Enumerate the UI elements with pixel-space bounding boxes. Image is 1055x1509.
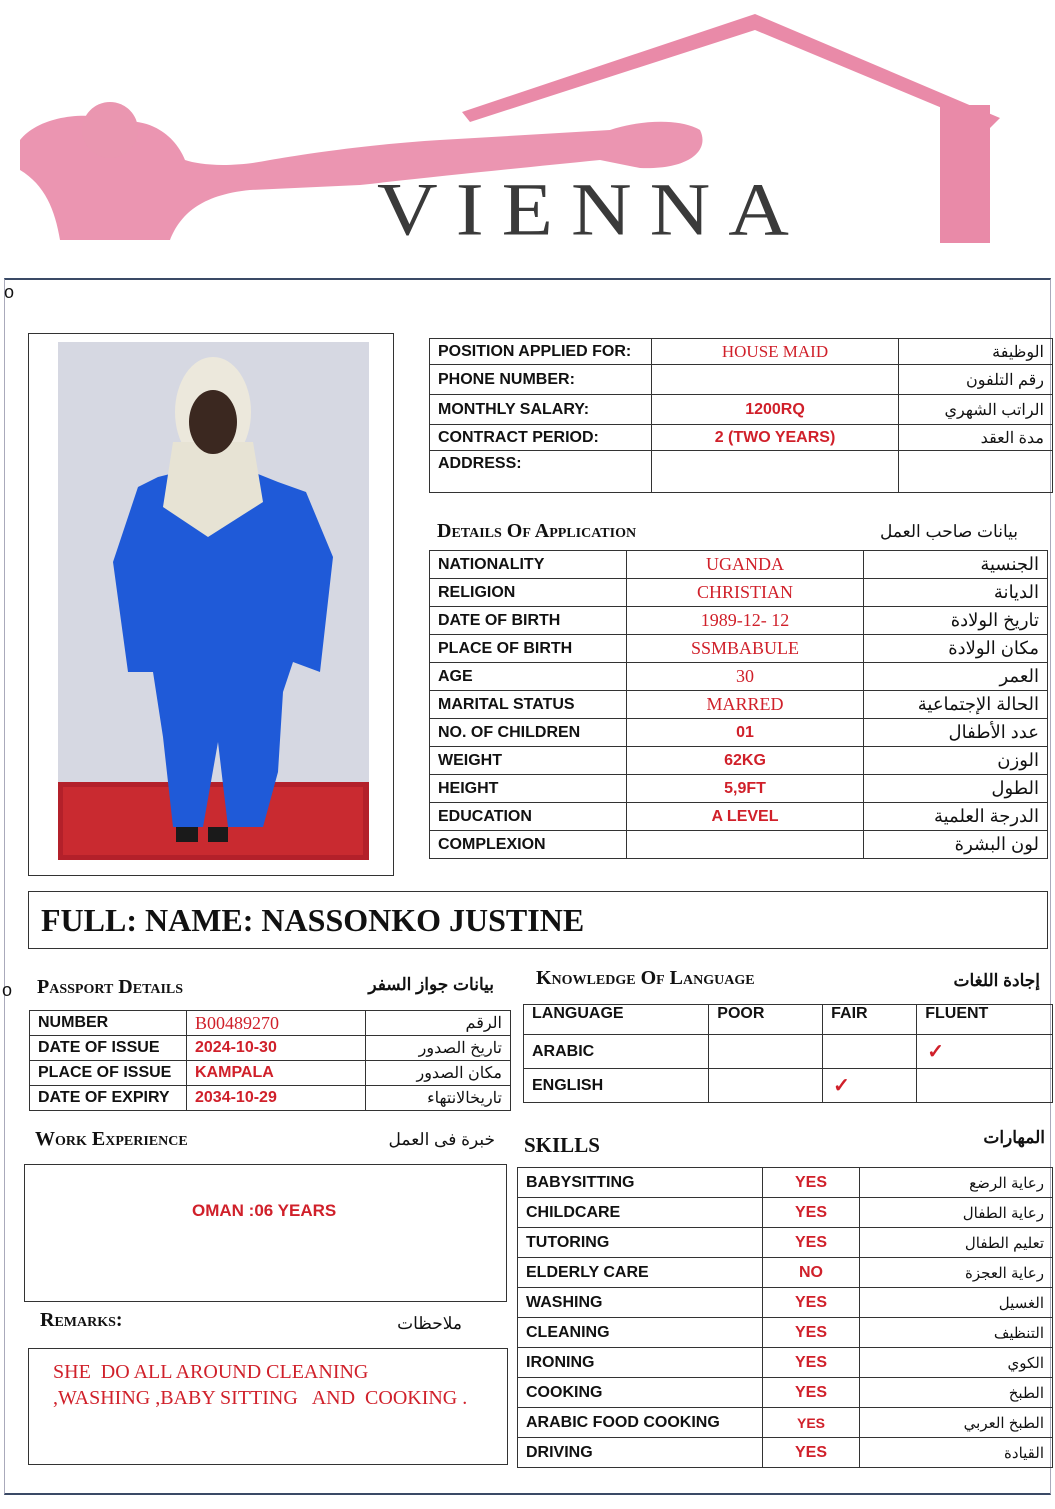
row-label: DATE OF EXPIRY [30,1086,187,1111]
skill-name: COOKING [518,1378,763,1408]
table-row [430,663,1048,691]
photo-frame [28,333,394,876]
row-arabic: تاريخ الولادة [864,607,1048,635]
table-row [430,747,1048,775]
row-arabic: الدرجة العلمية [864,803,1048,831]
passport-title-ar: بيانات جواز السفر [368,975,494,994]
row-arabic: العمر [864,663,1048,691]
margin-mark: o [4,282,15,302]
row-value: 30 [627,663,864,691]
full-name: FULL: NAME: NASSONKO JUSTINE [41,902,585,938]
row-arabic: رقم التلفون [899,365,1053,395]
margin-mark-2: o [2,980,13,1000]
passport-table [29,1010,511,1111]
skill-arabic: القيادة [860,1438,1053,1468]
table-row [430,803,1048,831]
skill-value: YES [763,1318,860,1348]
table-row [430,775,1048,803]
row-value: 1200RQ [652,395,899,425]
skill-value: YES [763,1228,860,1258]
table-row [518,1408,1053,1438]
job-table [429,338,1053,493]
table-row [518,1258,1053,1288]
row-value: MARRED [627,691,864,719]
full-name-box [28,891,1048,949]
row-value: 2 (TWO YEARS) [652,425,899,451]
table-row [430,831,1048,859]
column-header: FLUENT [917,1005,1053,1035]
table-row [430,339,1053,365]
row-label: DATE OF BIRTH [430,607,627,635]
skill-arabic: رعاية الرضع [860,1168,1053,1198]
application-title: Details Of Application [437,520,637,542]
row-value: B00489270 [187,1011,366,1036]
skill-name: TUTORING [518,1228,763,1258]
passport-title: Passport Details [37,976,184,998]
row-arabic: عدد الأطفال [864,719,1048,747]
column-header: FAIR [823,1005,917,1035]
skill-arabic: تعليم الطفال [860,1228,1053,1258]
remarks-line-2: ,WASHING ,BABY SITTING AND COOKING . [53,1387,468,1409]
skill-name: DRIVING [518,1438,763,1468]
application-title-ar: بيانات صاحب العمل [879,522,1018,541]
skill-arabic: رعاية الطفال [860,1198,1053,1228]
application-table [429,550,1048,859]
table-row [430,395,1053,425]
level-fair [823,1035,917,1069]
row-arabic: الطول [864,775,1048,803]
brand-name: VIENNA [377,167,807,252]
row-arabic: مدة العقد [899,425,1053,451]
table-row [518,1438,1053,1468]
table-row [430,451,1053,493]
language-name: ARABIC [524,1035,709,1069]
skills-title: SKILLS [524,1133,600,1157]
table-row [518,1288,1053,1318]
skill-name: CHILDCARE [518,1198,763,1228]
row-value [627,831,864,859]
table-row [30,1011,511,1036]
row-arabic: الرقم [366,1011,511,1036]
level-poor [709,1035,823,1069]
skill-name: ARABIC FOOD COOKING [518,1408,763,1438]
column-header: LANGUAGE [524,1005,709,1035]
table-row [30,1036,511,1061]
table-row [30,1061,511,1086]
row-value: HOUSE MAID [652,339,899,365]
table-row [524,1069,1053,1103]
row-value: 01 [627,719,864,747]
skill-arabic: التنظيف [860,1318,1053,1348]
row-label: PLACE OF BIRTH [430,635,627,663]
row-arabic: الراتب الشهري [899,395,1053,425]
table-row [430,551,1048,579]
row-label: HEIGHT [430,775,627,803]
row-label: MARITAL STATUS [430,691,627,719]
language-title-ar: إجادة اللغات [953,971,1040,990]
work-title-ar: خبرة فى العمل [388,1130,495,1149]
column-header: POOR [709,1005,823,1035]
table-row [518,1348,1053,1378]
level-poor [709,1069,823,1103]
table-row [430,691,1048,719]
row-value: 1989-12- 12 [627,607,864,635]
remarks-title-ar: ملاحظات [397,1314,462,1333]
row-label: CONTRACT PERIOD: [430,425,652,451]
row-arabic [899,451,1053,493]
row-arabic: الوظيفة [899,339,1053,365]
row-label: ADDRESS: [430,451,652,493]
language-title: Knowledge Of Language [536,967,755,989]
skill-value: YES [763,1168,860,1198]
skill-value: YES [763,1198,860,1228]
row-arabic: لون البشرة [864,831,1048,859]
table-row [430,425,1053,451]
skill-arabic: الطبخ العربي [860,1408,1053,1438]
row-label: NO. OF CHILDREN [430,719,627,747]
table-row [30,1086,511,1111]
row-arabic: تاريخ الصدور [366,1036,511,1061]
row-arabic: الديانة [864,579,1048,607]
row-arabic: مكان الولادة [864,635,1048,663]
remarks-title: Remarks: [40,1309,123,1331]
row-value [652,451,899,493]
row-label: MONTHLY SALARY: [430,395,652,425]
row-label: EDUCATION [430,803,627,831]
skill-arabic: الغسيل [860,1288,1053,1318]
table-row [518,1318,1053,1348]
skill-arabic: الطبخ [860,1378,1053,1408]
row-value: 62KG [627,747,864,775]
row-label: COMPLEXION [430,831,627,859]
table-row [518,1198,1053,1228]
check-icon: ✓ [927,1041,944,1063]
row-value [652,365,899,395]
skill-arabic: رعاية العجزة [860,1258,1053,1288]
skill-name: BABYSITTING [518,1168,763,1198]
level-fluent [917,1069,1053,1103]
skill-value: YES [763,1378,860,1408]
table-header-row [524,1005,1053,1035]
table-row [430,635,1048,663]
skill-name: CLEANING [518,1318,763,1348]
row-arabic: الجنسية [864,551,1048,579]
skill-value: YES [763,1408,860,1438]
remarks-box [28,1348,508,1465]
level-fair [823,1069,917,1103]
skill-value: NO [763,1258,860,1288]
skill-name: ELDERLY CARE [518,1258,763,1288]
row-label: DATE OF ISSUE [30,1036,187,1061]
work-box [24,1164,507,1302]
row-label: AGE [430,663,627,691]
table-row [518,1168,1053,1198]
row-value: 2034-10-29 [187,1086,366,1111]
remarks-line-1: SHE DO ALL AROUND CLEANING [53,1361,369,1383]
work-title: Work Experience [35,1128,188,1150]
table-row [430,719,1048,747]
skill-arabic: الكوي [860,1348,1053,1378]
row-arabic: تاريخالانتهاء [366,1086,511,1111]
row-value: UGANDA [627,551,864,579]
row-arabic: الوزن [864,747,1048,775]
language-name: ENGLISH [524,1069,709,1103]
vienna-logo [0,0,1055,270]
row-label: NUMBER [30,1011,187,1036]
skills-title-ar: المهارات [983,1128,1045,1147]
row-value: 2024-10-30 [187,1036,366,1061]
row-arabic: مكان الصدور [366,1061,511,1086]
row-label: WEIGHT [430,747,627,775]
skill-name: IRONING [518,1348,763,1378]
skill-value: YES [763,1288,860,1318]
row-label: PHONE NUMBER: [430,365,652,395]
table-row [524,1035,1053,1069]
level-fluent [917,1035,1053,1069]
row-value: SSMBABULE [627,635,864,663]
row-label: RELIGION [430,579,627,607]
check-icon: ✓ [833,1075,850,1097]
skills-table [517,1167,1053,1468]
table-row [518,1228,1053,1258]
row-value: 5,9FT [627,775,864,803]
table-row [430,607,1048,635]
table-row [518,1378,1053,1408]
table-row [430,365,1053,395]
skill-value: YES [763,1348,860,1378]
row-arabic: الحالة الإجتماعية [864,691,1048,719]
row-label: PLACE OF ISSUE [30,1061,187,1086]
work-text: OMAN :06 YEARS [192,1201,337,1220]
row-value: A LEVEL [627,803,864,831]
skill-name: WASHING [518,1288,763,1318]
row-label: POSITION APPLIED FOR: [430,339,652,365]
candidate-photo [58,342,369,860]
table-row [430,579,1048,607]
row-value: CHRISTIAN [627,579,864,607]
skill-value: YES [763,1438,860,1468]
language-table [523,1004,1053,1103]
row-value: KAMPALA [187,1061,366,1086]
row-label: NATIONALITY [430,551,627,579]
